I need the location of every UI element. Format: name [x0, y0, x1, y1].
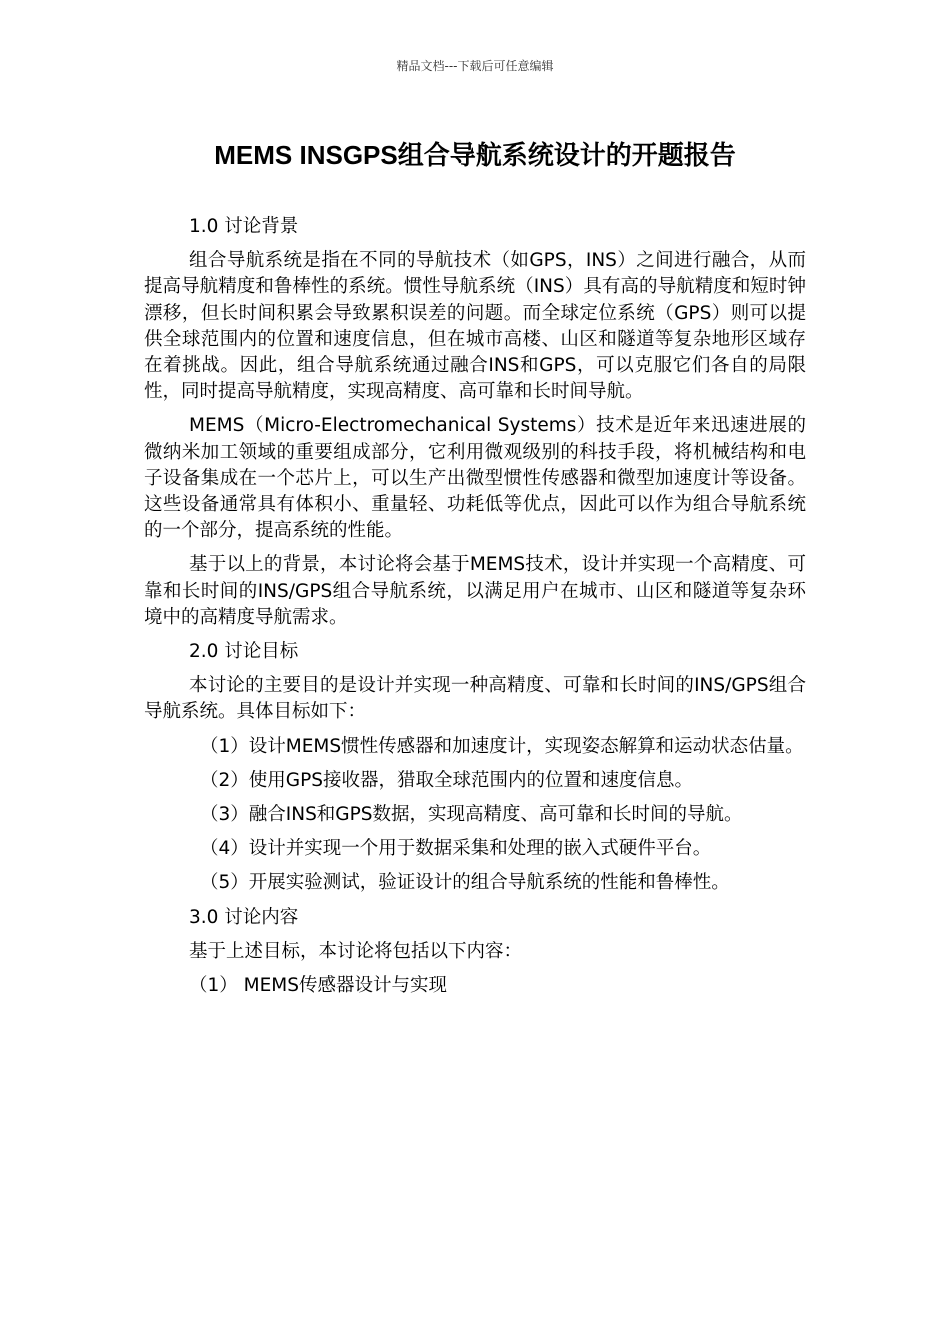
- section-heading-goals: 2.0 讨论目标: [189, 641, 299, 663]
- goal-item: （2）使用GPS接收器，猎取全球范围内的位置和速度信息。: [200, 769, 694, 791]
- background-paragraph-3: 基于以上的背景，本讨论将会基于MEMS技术，设计并实现一个高精度、可靠和长时间的INS/GPS组合导航系统，以满足用户在城市、山区和隧道等复杂环境中的高精度导航需求。: [144, 554, 806, 628]
- section-heading-content: 3.0 讨论内容: [189, 906, 299, 928]
- background-paragraph-2: MEMS（Micro-Electromechanical Systems）技术是近年来迅速进展的微纳米加工领域的重要组成部分，它利用微观级别的科技手段，将机械结构和电子设备集成在一个芯片上，可以生产出微型惯性传感器和微型加速度计等设备。这些设备通常具有体积小、重量轻、功耗低等优点，因此可以作为组合导航系统的一个部分，提高系统的性能。: [144, 415, 806, 542]
- background-paragraph-1: 组合导航系统是指在不同的导航技术（如GPS，INS）之间进行融合，从而提高导航精度和鲁棒性的系统。惯性导航系统（INS）具有高的导航精度和短时钟漂移，但长时间积累会导致累积误差的问题。而全球定位系统（GPS）则可以提供全球范围内的位置和速度信息，但在城市高楼、山区和隧道等复杂地形区域存在着挑战。因此，组合导航系统通过融合INS和GPS，可以克服它们各自的局限性，同时提高导航精度，实现高精度、高可靠和长时间导航。: [144, 250, 806, 403]
- page-header-note: 精品文档---下载后可任意编辑: [396, 59, 554, 73]
- document-body: [144, 214, 806, 1007]
- goals-intro-paragraph: 本讨论的主要目的是设计并实现一种高精度、可靠和长时间的INS/GPS组合导航系统。具体目标如下：: [144, 675, 806, 723]
- goal-item: （4）设计并实现一个用于数据采集和处理的嵌入式硬件平台。: [200, 838, 712, 860]
- document-title: MEMS INSGPS组合导航系统设计的开题报告: [214, 140, 736, 170]
- content-list-item: （1） MEMS传感器设计与实现: [189, 975, 448, 997]
- goal-item: （3）融合INS和GPS数据，实现高精度、高可靠和长时间的导航。: [200, 804, 743, 826]
- goal-item: （1）设计MEMS惯性传感器和加速度计，实现姿态解算和运动状态估量。: [200, 735, 804, 757]
- content-intro-paragraph: 基于上述目标，本讨论将包括以下内容：: [189, 940, 523, 962]
- section-heading-background: 1.0 讨论背景: [189, 216, 299, 237]
- goal-item: （5）开展实验测试，验证设计的组合导航系统的性能和鲁棒性。: [200, 872, 730, 894]
